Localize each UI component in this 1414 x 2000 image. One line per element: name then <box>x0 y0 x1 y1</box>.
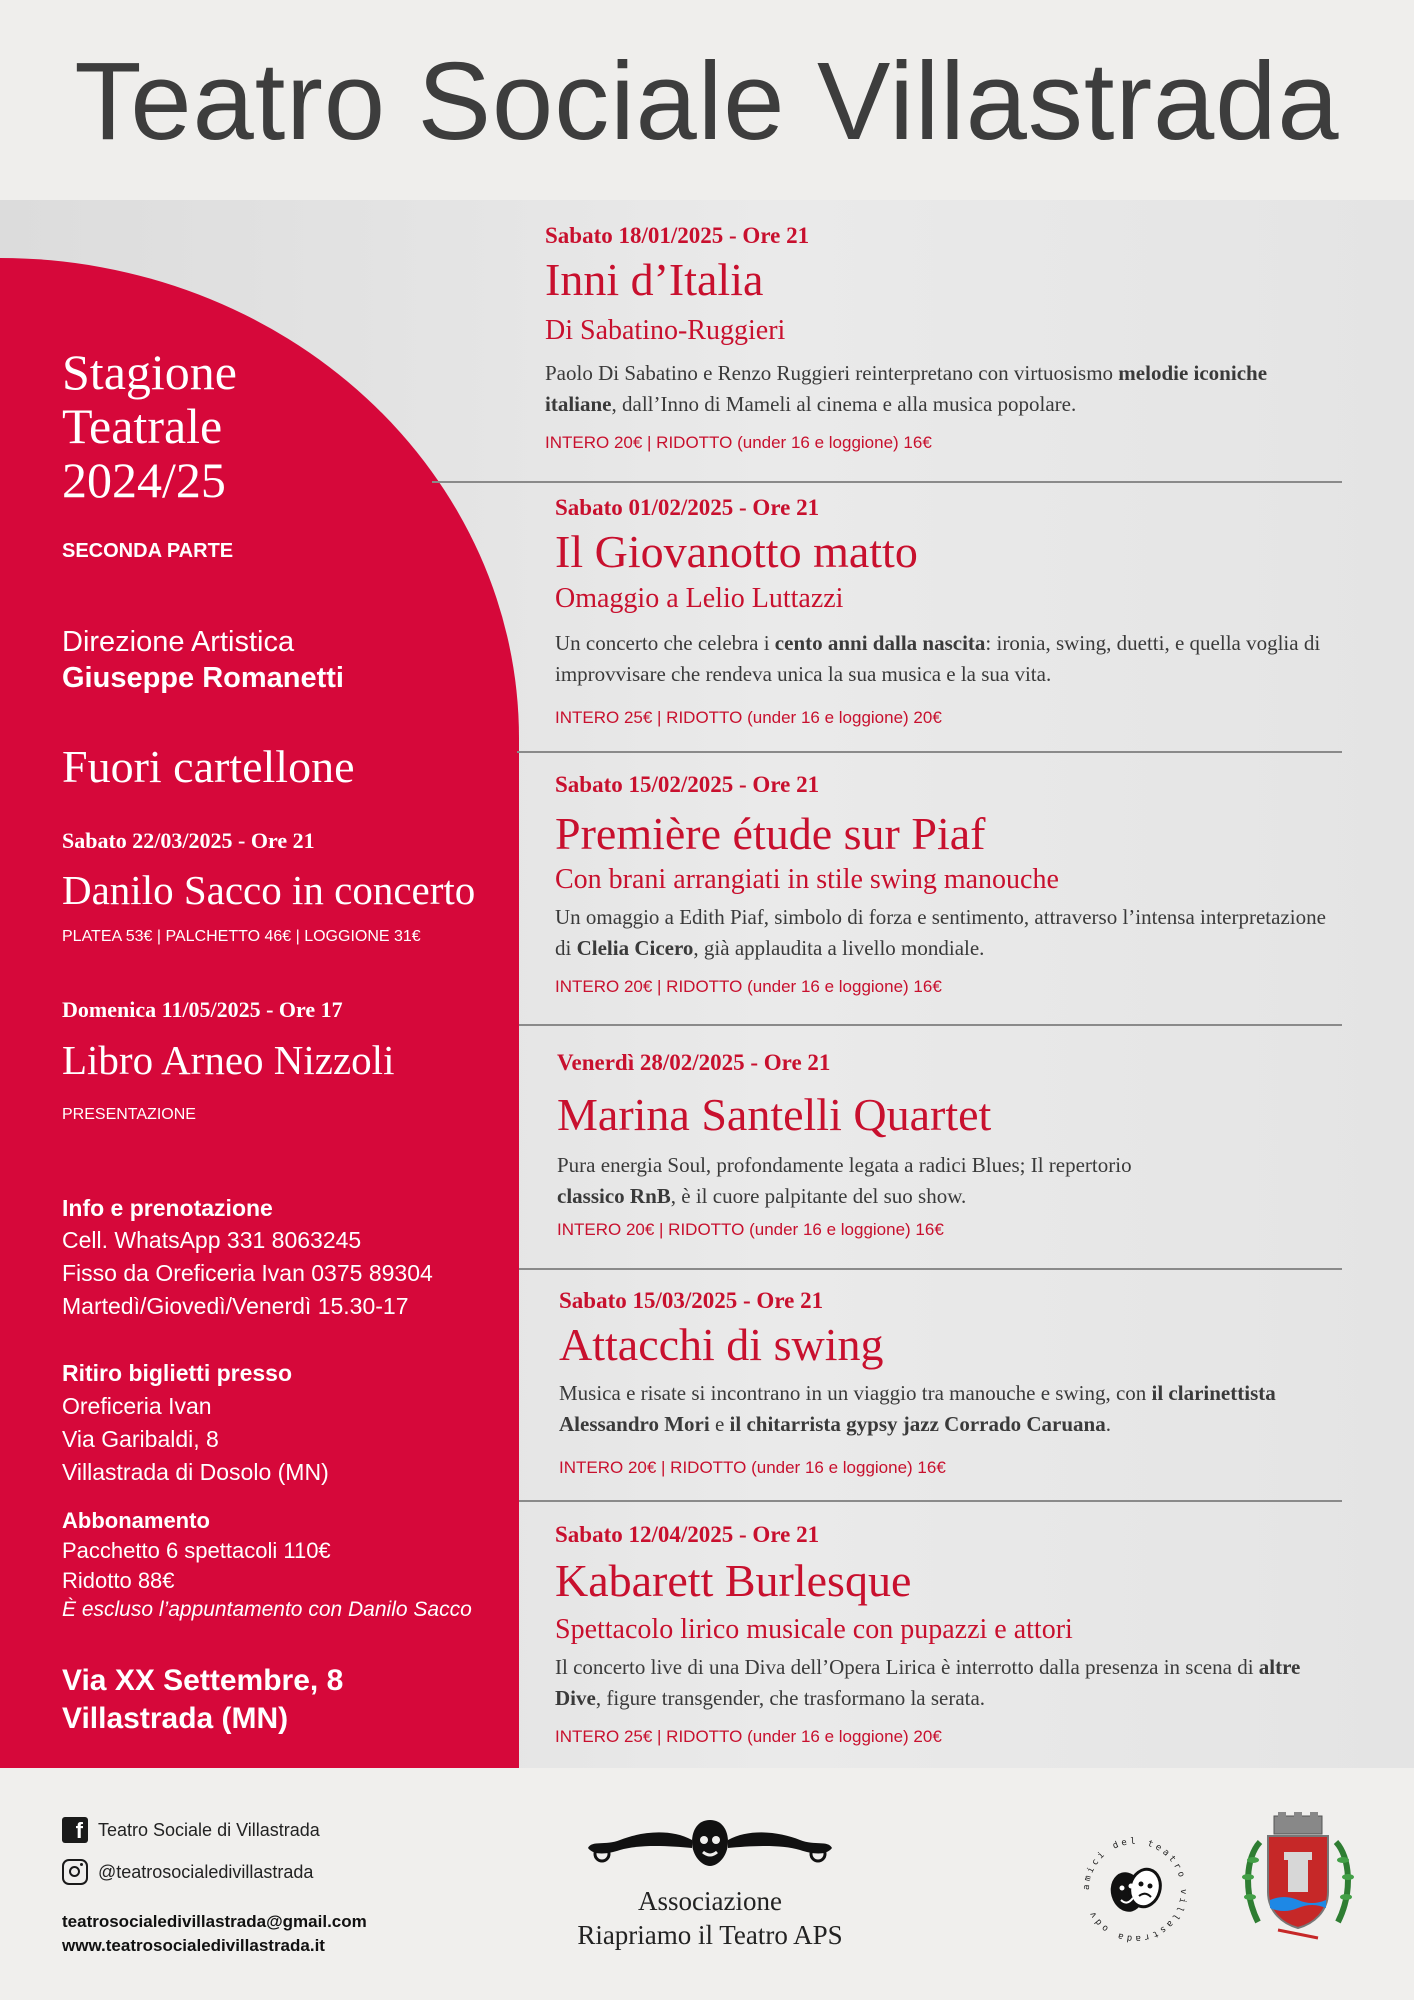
amici-logo-text: amici del teatro villastrada odv <box>1081 1836 1189 1944</box>
event-description <box>555 1652 1345 1714</box>
event-price: INTERO 20€ | RIDOTTO (under 16 e loggione) 16€ <box>545 433 932 452</box>
facebook-link[interactable] <box>62 1817 320 1843</box>
ritiro-line: Oreficeria Ivan <box>62 1393 212 1419</box>
extra-event-date: Sabato 22/03/2025 - Ore 21 <box>62 828 315 853</box>
event-description-text: . <box>1105 1412 1111 1436</box>
facebook-icon: f <box>62 1817 88 1843</box>
event-divider <box>517 751 1342 753</box>
season-line: Teatrale <box>62 398 223 454</box>
season-line: 2024/25 <box>62 452 226 508</box>
event-description-highlight: Clelia Cicero <box>576 936 694 960</box>
event-description-text: , è il cuore palpitante del suo show. <box>670 1184 967 1208</box>
theatre-mask-ornament-icon <box>580 1810 840 1880</box>
event-description-text: : ironia, swing, duetti, e quella voglia di improvvisare che rendeva unica la sua musica e la sua vita. <box>555 631 1321 686</box>
event-price: INTERO 20€ | RIDOTTO (under 16 e loggione) 16€ <box>557 1220 944 1239</box>
event-title: Il Giovanotto matto <box>555 526 918 577</box>
direzione-name: Giuseppe Romanetti <box>62 662 344 694</box>
event-description <box>545 358 1335 420</box>
event-divider <box>432 481 1342 483</box>
info-phone: Fisso da Oreficeria Ivan 0375 89304 <box>62 1260 433 1286</box>
event-price: INTERO 25€ | RIDOTTO (under 16 e loggione) 20€ <box>555 1727 942 1746</box>
info-heading: Info e prenotazione <box>62 1195 273 1221</box>
fuori-cartellone-heading: Fuori cartellone <box>62 741 355 792</box>
event-date: Sabato 15/02/2025 - Ore 21 <box>555 772 820 797</box>
seconda-parte-label: SECONDA PARTE <box>62 540 234 562</box>
event-description-text: , figure transgender, che trasformano la serata. <box>595 1686 986 1710</box>
address-line: Via XX Settembre, 8 <box>62 1664 344 1697</box>
abbonamento-line: Pacchetto 6 spettacoli 110€ <box>62 1538 331 1563</box>
abbonamento-heading: Abbonamento <box>62 1508 210 1533</box>
header <box>0 0 1414 200</box>
season-title <box>62 345 237 507</box>
event-subtitle: Con brani arrangiati in stile swing manouche <box>555 864 1059 895</box>
event-title: Kabarett Burlesque <box>555 1555 912 1606</box>
abbonamento-line: Ridotto 88€ <box>62 1568 175 1593</box>
amici-del-teatro-logo <box>1075 1830 1195 1950</box>
theatre-address <box>62 1662 343 1738</box>
association-line: Associazione <box>638 1886 782 1916</box>
event-price: INTERO 20€ | RIDOTTO (under 16 e loggione) 16€ <box>559 1458 946 1477</box>
address-line: Villastrada (MN) <box>62 1702 289 1735</box>
extra-event-title: Libro Arneo Nizzoli <box>62 1037 395 1083</box>
event-title: Première étude sur Piaf <box>555 808 986 859</box>
event-divider <box>519 1500 1342 1502</box>
event-date: Sabato 12/04/2025 - Ore 21 <box>555 1522 820 1547</box>
event-description-text: Pura energia Soul, profondamente legata a radici Blues; Il repertorio <box>557 1153 1132 1177</box>
event-description-text: Paolo Di Sabatino e Renzo Ruggieri reinterpretano con virtuosismo <box>545 361 1119 385</box>
event-title: Attacchi di swing <box>559 1319 884 1370</box>
event-description-text: Un omaggio a Edith Piaf, simbolo di forza e sentimento, attraverso l’intensa interpretazione di <box>555 905 1326 960</box>
event-date: Sabato 15/03/2025 - Ore 21 <box>559 1288 824 1313</box>
event-description-highlight: cento anni dalla nascita <box>774 631 986 655</box>
abbonamento-note: È escluso l’appuntamento con Danilo Sacco <box>62 1598 472 1621</box>
info-hours: Martedì/Giovedì/Venerdì 15.30-17 <box>62 1293 409 1319</box>
association-block <box>520 1810 900 1952</box>
footer-contacts <box>62 1910 367 1958</box>
event-description <box>555 902 1345 964</box>
event-date: Sabato 18/01/2025 - Ore 21 <box>545 223 810 248</box>
season-line: Stagione <box>62 344 237 400</box>
event-subtitle: Di Sabatino-Ruggieri <box>545 315 786 346</box>
event-description-highlight: il chitarrista gypsy jazz Corrado Caruana <box>729 1412 1106 1436</box>
event-date: Venerdì 28/02/2025 - Ore 21 <box>557 1050 831 1075</box>
ritiro-line: Via Garibaldi, 8 <box>62 1426 219 1452</box>
email-link[interactable]: teatrosocialedivillastrada@gmail.com <box>62 1912 367 1931</box>
event-subtitle: Omaggio a Lelio Luttazzi <box>555 583 844 614</box>
extra-event-price: PLATEA 53€ | PALCHETTO 46€ | LOGGIONE 31€ <box>62 928 421 945</box>
instagram-label: @teatrosocialedivillastrada <box>98 1861 314 1882</box>
municipal-crest-icon <box>1238 1812 1358 1952</box>
event-description <box>555 628 1345 690</box>
event-subtitle: Spettacolo lirico musicale con pupazzi e attori <box>555 1614 1073 1645</box>
event-description-text: e <box>709 1412 730 1436</box>
event-description <box>559 1378 1349 1440</box>
page-title: Teatro Sociale Villastrada <box>74 40 1340 163</box>
event-description-text: Musica e risate si incontrano in un viaggio tra manouche e swing, con <box>559 1381 1152 1405</box>
extra-event-title: Danilo Sacco in concerto <box>62 867 476 913</box>
event-price: INTERO 25€ | RIDOTTO (under 16 e loggione) 20€ <box>555 708 942 727</box>
ritiro-heading: Ritiro biglietti presso <box>62 1360 293 1386</box>
event-description-text: , già applaudita a livello mondiale. <box>693 936 985 960</box>
event-description <box>557 1150 1177 1212</box>
event-title: Marina Santelli Quartet <box>557 1089 992 1140</box>
event-description-highlight: melodie iconiche italiane <box>545 361 1268 416</box>
event-title: Inni d’Italia <box>545 254 764 305</box>
website-link[interactable]: www.teatrosocialedivillastrada.it <box>62 1936 325 1955</box>
event-price: INTERO 20€ | RIDOTTO (under 16 e loggione) 16€ <box>555 977 942 996</box>
extra-event-date: Domenica 11/05/2025 - Ore 17 <box>62 997 343 1022</box>
event-divider <box>519 1024 1342 1026</box>
direzione-label: Direzione Artistica <box>62 626 295 658</box>
event-description-text: Un concerto che celebra i <box>555 631 775 655</box>
event-description-text: Il concerto live di una Diva dell’Opera Lirica è interrotto dalla presenza in scena di <box>555 1655 1259 1679</box>
event-description-text: , dall’Inno di Mameli al cinema e alla musica popolare. <box>611 392 1077 416</box>
event-date: Sabato 01/02/2025 - Ore 21 <box>555 495 820 520</box>
instagram-icon <box>62 1859 88 1885</box>
ritiro-line: Villastrada di Dosolo (MN) <box>62 1459 329 1485</box>
info-whatsapp: Cell. WhatsApp 331 8063245 <box>62 1227 362 1253</box>
event-divider <box>519 1268 1342 1270</box>
facebook-label: Teatro Sociale di Villastrada <box>98 1819 320 1840</box>
instagram-link[interactable] <box>62 1859 313 1885</box>
association-line: Riapriamo il Teatro APS <box>577 1920 843 1950</box>
event-description-highlight: altre Dive <box>555 1655 1301 1710</box>
event-description-highlight: il clarinettista Alessandro Mori <box>559 1381 1276 1436</box>
event-description-highlight: classico RnB <box>557 1184 671 1208</box>
extra-event-subtitle: PRESENTAZIONE <box>62 1106 196 1123</box>
